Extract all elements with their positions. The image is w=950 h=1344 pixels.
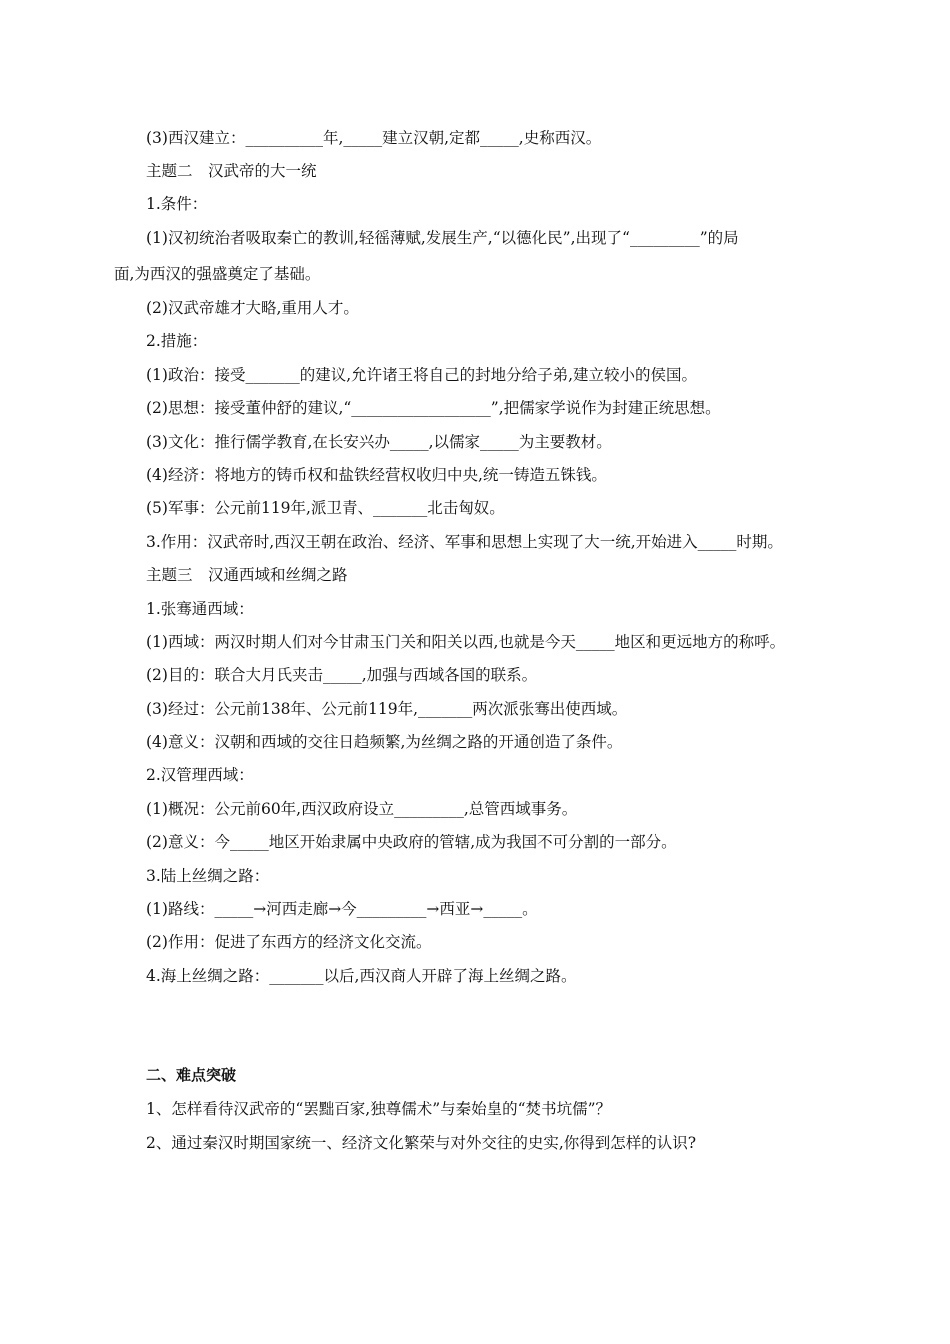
text-line: 2.汉管理西域：	[146, 766, 254, 784]
text-line: (2)思想：接受董仲舒的建议,“__________________”,把儒家学说作为封建正统思想。	[146, 399, 721, 417]
text-line: (1)西域：两汉时期人们对今甘肃玉门关和阳关以西,也就是今天_____地区和更远地方的称呼。	[146, 633, 786, 651]
text-line: 1.张骞通西域：	[146, 600, 254, 618]
text-line: (2)作用：促进了东西方的经济文化交流。	[146, 933, 432, 951]
text-line: (1)汉初统治者吸取秦亡的教训,轻徭薄赋,发展生产,“以德化民”,出现了“_________”的局	[146, 229, 739, 247]
topic-heading: 主题三 汉通西域和丝绸之路	[146, 566, 348, 584]
text-line: 4.海上丝绸之路：_______以后,西汉商人开辟了海上丝绸之路。	[146, 967, 577, 985]
text-line: (2)目的：联合大月氏夹击_____,加强与西域各国的联系。	[146, 666, 538, 684]
text-line: (4)意义：汉朝和西域的交往日趋频繁,为丝绸之路的开通创造了条件。	[146, 733, 623, 751]
question-1: 1、怎样看待汉武帝的“罢黜百家,独尊儒术”与秦始皇的“焚书坑儒”？	[146, 1100, 611, 1118]
text-line: (3)西汉建立：__________年,_____建立汉朝,定都_____,史称西汉。	[146, 129, 602, 147]
section-heading: 二、难点突破	[146, 1066, 237, 1084]
text-line: 3.作用：汉武帝时,西汉王朝在政治、经济、军事和思想上实现了大一统,开始进入_____时期。	[146, 533, 783, 551]
text-line: 2.措施：	[146, 332, 208, 350]
text-line: 1.条件：	[146, 195, 208, 213]
text-line: (2)汉武帝雄才大略,重用人才。	[146, 299, 359, 317]
text-line: (1)路线：_____→河西走廊→今_________→西亚→_____。	[146, 900, 538, 918]
text-line: 面,为西汉的强盛奠定了基础。	[114, 265, 321, 283]
text-line: (4)经济：将地方的铸币权和盐铁经营权收归中央,统一铸造五铢钱。	[146, 466, 607, 484]
topic-heading: 主题二 汉武帝的大一统	[146, 162, 317, 180]
text-line: (1)概况：公元前60年,西汉政府设立_________,总管西域事务。	[146, 800, 578, 818]
text-line: (5)军事：公元前119年,派卫青、_______北击匈奴。	[146, 499, 505, 517]
text-line: (2)意义：今_____地区开始隶属中央政府的管辖,成为我国不可分割的一部分。	[146, 833, 677, 851]
text-line: (1)政治：接受_______的建议,允许诸王将自己的封地分给子弟,建立较小的侯国。	[146, 366, 698, 384]
text-line: (3)文化：推行儒学教育,在长安兴办_____,以儒家_____为主要教材。	[146, 433, 612, 451]
text-line: (3)经过：公元前138年、公元前119年,_______两次派张骞出使西域。	[146, 700, 628, 718]
text-line: 3.陆上丝绸之路：	[146, 867, 270, 885]
question-2: 2、通过秦汉时期国家统一、经济文化繁荣与对外交往的史实,你得到怎样的认识?	[146, 1134, 697, 1152]
